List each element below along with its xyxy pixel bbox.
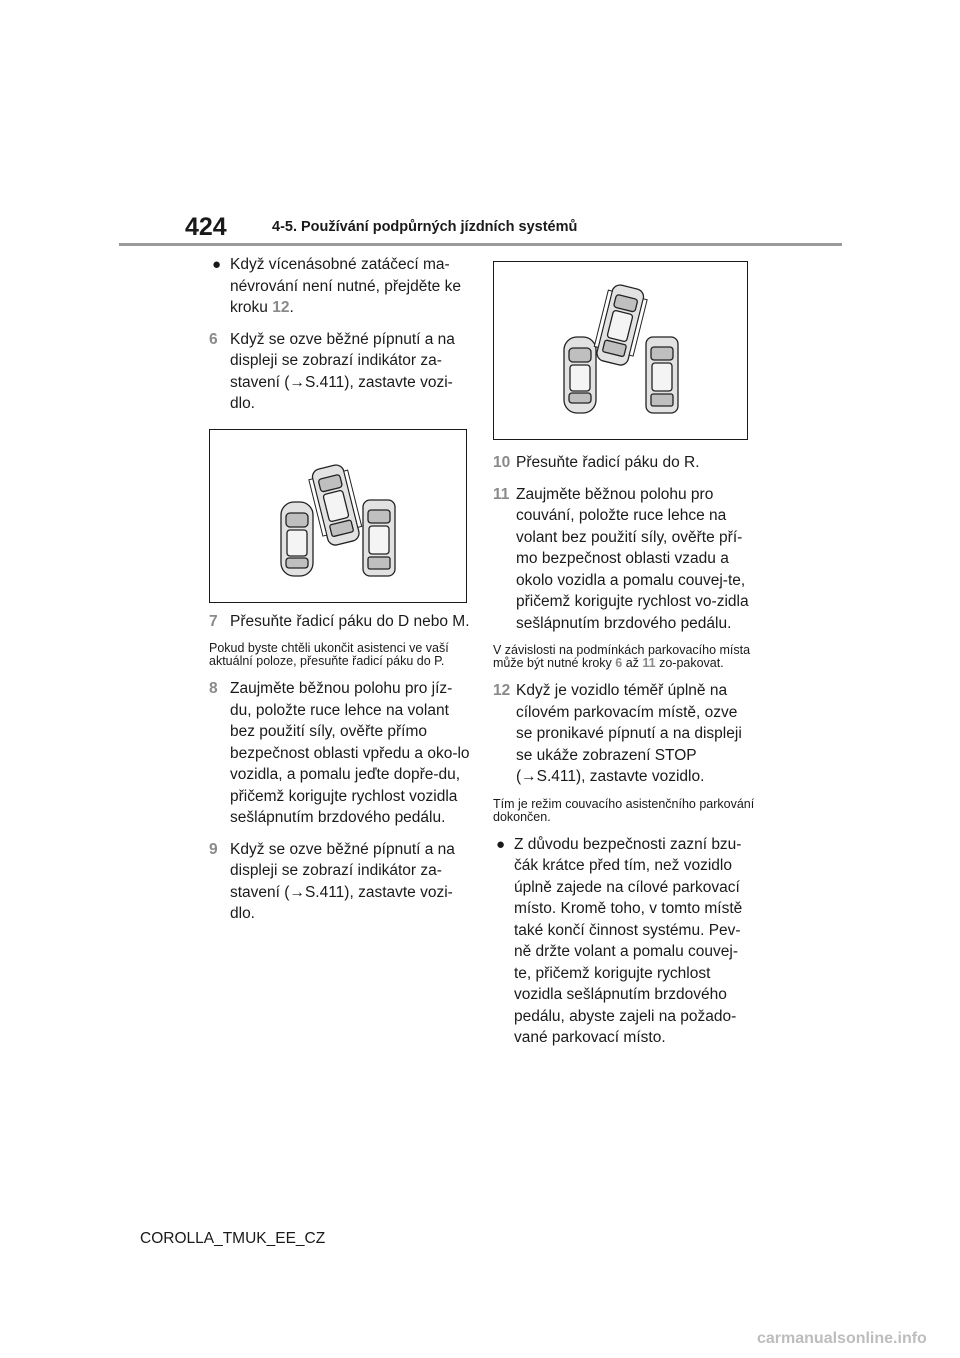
step-number: 8 — [209, 680, 218, 697]
step-number: 11 — [493, 485, 510, 503]
step-number: 12 — [493, 682, 511, 699]
parking-cars-illustration — [494, 262, 747, 439]
step-8 — [209, 678, 471, 829]
step-12 — [493, 680, 755, 788]
footer-code: COROLLA_TMUK_EE_CZ — [140, 1230, 326, 1247]
step-text: Když je vozidlo téměř úplně na cílovém parkovacím místě, ozve se pronikavé pípnutí a na displeji se ukáže zobrazení STOP (→S.411), zastavte vozidlo. — [516, 682, 742, 785]
bullet-icon: ● — [496, 835, 506, 853]
header-rule — [119, 243, 842, 246]
bullet-item — [493, 834, 755, 1049]
parking-figure-forward — [209, 429, 467, 603]
note: Tím je režim couvacího asistenčního parkování dokončen. — [493, 796, 755, 824]
step-10 — [493, 452, 755, 474]
step-number: 9 — [209, 840, 218, 858]
step-9 — [209, 839, 471, 925]
step-ref: 12 — [272, 299, 290, 316]
step-ref: 6 — [615, 656, 623, 670]
step-number: 6 — [209, 330, 218, 348]
left-column — [209, 254, 471, 935]
bullet-item: ● Když vícenásobné zatáčecí ma-névrování není nutné, přejděte ke kroku 12. — [212, 256, 461, 316]
step-number: 10 — [493, 454, 511, 471]
step-7 — [209, 611, 471, 633]
step-text: Zaujměte běžnou polohu pro couvání, položte ruce lehce na volant bez použití síly, ověřte pří-mo bezpečnost oblasti vzadu a okolo vozidla a pomalu couvej-te, přičemž korigujte rychlost vo-zidla sešlápnutím brzdového pedálu. — [516, 485, 749, 632]
watermark: carmanualsonline.info — [757, 1330, 927, 1347]
bullet-text: Z důvodu bezpečnosti zazní bzu-čák krátce před tím, než vozidlo úplně zajede na cílové parkovací místo. Kromě toho, v tomto místě také končí činnost systému. Pev-ně držte volant a pomalu couvej-te, přičemž korigujte rychlost vozidla sešlápnutím brzdového pedálu, abyste zajeli na požado-vané parkovací místo. — [514, 835, 743, 1046]
parking-figure-reverse — [493, 261, 748, 440]
step-text: Když se ozve běžné pípnutí a na displeji se zobrazí indikátor za-stavení (→S.411), zastavte vozi-dlo. — [230, 840, 455, 922]
parking-cars-illustration — [210, 430, 466, 602]
right-column — [493, 254, 755, 1059]
note: V závislosti na podmínkách parkovacího místa může být nutné kroky 6 až 11 zo-pakovat. — [493, 643, 751, 670]
step-text: Přesuňte řadicí páku do D nebo M. — [230, 612, 470, 630]
step-11 — [493, 484, 755, 635]
page-number: 424 — [185, 213, 227, 241]
step-ref: 11 — [642, 656, 656, 670]
step-text: Zaujměte běžnou polohu pro jíz-du, položte ruce lehce na volant bez použití síly, ověřte přímo bezpečnost oblasti vpředu a oko-lo vozidla, a pomalu jeďte dopře-du, přičemž korigujte rychlost vozidla sešlápnutím brzdového pedálu. — [230, 680, 470, 826]
step-text: Když se ozve běžné pípnutí a na displeji se zobrazí indikátor za-stavení (→S.411), zastavte vozi-dlo. — [230, 330, 455, 412]
step-6 — [209, 329, 471, 415]
bullet-icon: ● — [212, 256, 222, 273]
section-title: 4-5. Používání podpůrných jízdních systémů — [272, 219, 578, 235]
step-number: 7 — [209, 612, 218, 630]
note: Pokud byste chtěli ukončit asistenci ve vaší aktuální poloze, přesuňte řadicí páku do P. — [209, 641, 449, 668]
step-text: Přesuňte řadicí páku do R. — [516, 454, 700, 471]
